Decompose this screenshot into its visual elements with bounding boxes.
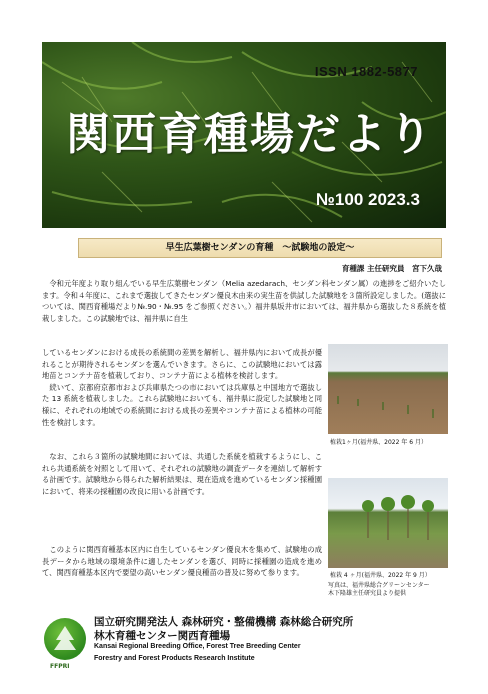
photo-credit-line-1: 写真は、福井県総合グリーンセンター: [328, 582, 430, 589]
issn-number: ISSN 1882-5877: [314, 64, 418, 79]
photo-credit-note: [328, 582, 430, 598]
article-author: 育種課 主任研究員 宮下久哉: [341, 264, 442, 273]
article-heading: 早生広葉樹センダンの育種 ～試験地の設定～: [78, 238, 442, 258]
photo-caption-2: 植栽 4 ヶ月(福井県、2022 年 9 月）: [330, 572, 431, 579]
test-site-photo-1-month: [328, 344, 448, 434]
article-paragraph-4: このように関西育種基本区内に自生しているセンダン優良木を集めて、試験地の成長データから地域の環境条件に適したセンダンを選び、同時に採種園の造成を進めて、関西育種基本区内で要望の高いセンダン優良種苗の普及に努めて参ります。: [42, 545, 322, 578]
organization-english-line-2: Forestry and Forest Products Research Institute: [94, 655, 255, 662]
ffpri-logo-text: FFPRI: [50, 663, 70, 670]
newsletter-title: 関西育種場だより: [66, 109, 434, 160]
article-paragraph-2: しているセンダンにおける成長の系統間の差異を解析し、福井県内において成長が優れることが期待されるセンダンを選んでいきます。さらに、この試験地においては露地苗とコンテナ苗を植栽しており、コンテナ苗による植林を検討します。 続いて、京都府京都市および兵庫県たつの市においては兵庫県と中国地方で選抜した 13 系統を植栽しました。これら試験地においても、福井県に設定した試験地と同様に、それぞれの地域での系統間における成長の差異やコンテナ苗による植林の可能性を検討します。: [42, 348, 322, 427]
organization-name-line-1: 国立研究開発法人 森林研究・整備機構 森林総合研究所: [94, 616, 354, 628]
article-paragraph-1: 令和元年度より取り組んでいる早生広葉樹センダン（Melia azedarach、センダン科センダン属）の進捗をご紹介いたします。令和４年度に、これまで選抜してきたセンダン優良木由来の実生苗を供試した試験地を３箇所設定しました。(選抜については、関西育種場だより№.90・№.95 をご参照ください。）福井県坂井市においては、福井県から選抜した８系統を植栽しました。この試験地では、福井県に自生: [42, 279, 446, 323]
organization-english-line-1: Kansai Regional Breeding Office, Forest Tree Breeding Center: [94, 643, 301, 650]
photo-caption-1: 植栽1ヶ月(福井県、2022 年 6 月）: [330, 439, 427, 446]
photo-credit-line-2: 木下隆雄主任研究員より提供: [328, 590, 407, 597]
issue-number-date: №100 2023.3: [315, 190, 420, 209]
ffpri-logo: [44, 618, 86, 660]
article-paragraph-3: なお、これら３箇所の試験地間においては、共通した系統を植栽するようにし、これら共通系統を対照として用いて、それぞれの試験地の調査データを連結して解析する計画です。試験地から得られた解析結果は、現在造成を進めているセンダン採種園において、将来の採種園の改良に用いる計画です。: [42, 452, 322, 496]
cover-photo: [42, 42, 446, 228]
test-site-photo-4-months: [328, 478, 448, 568]
organization-name-line-2: 林木育種センター関西育種場: [94, 630, 231, 642]
